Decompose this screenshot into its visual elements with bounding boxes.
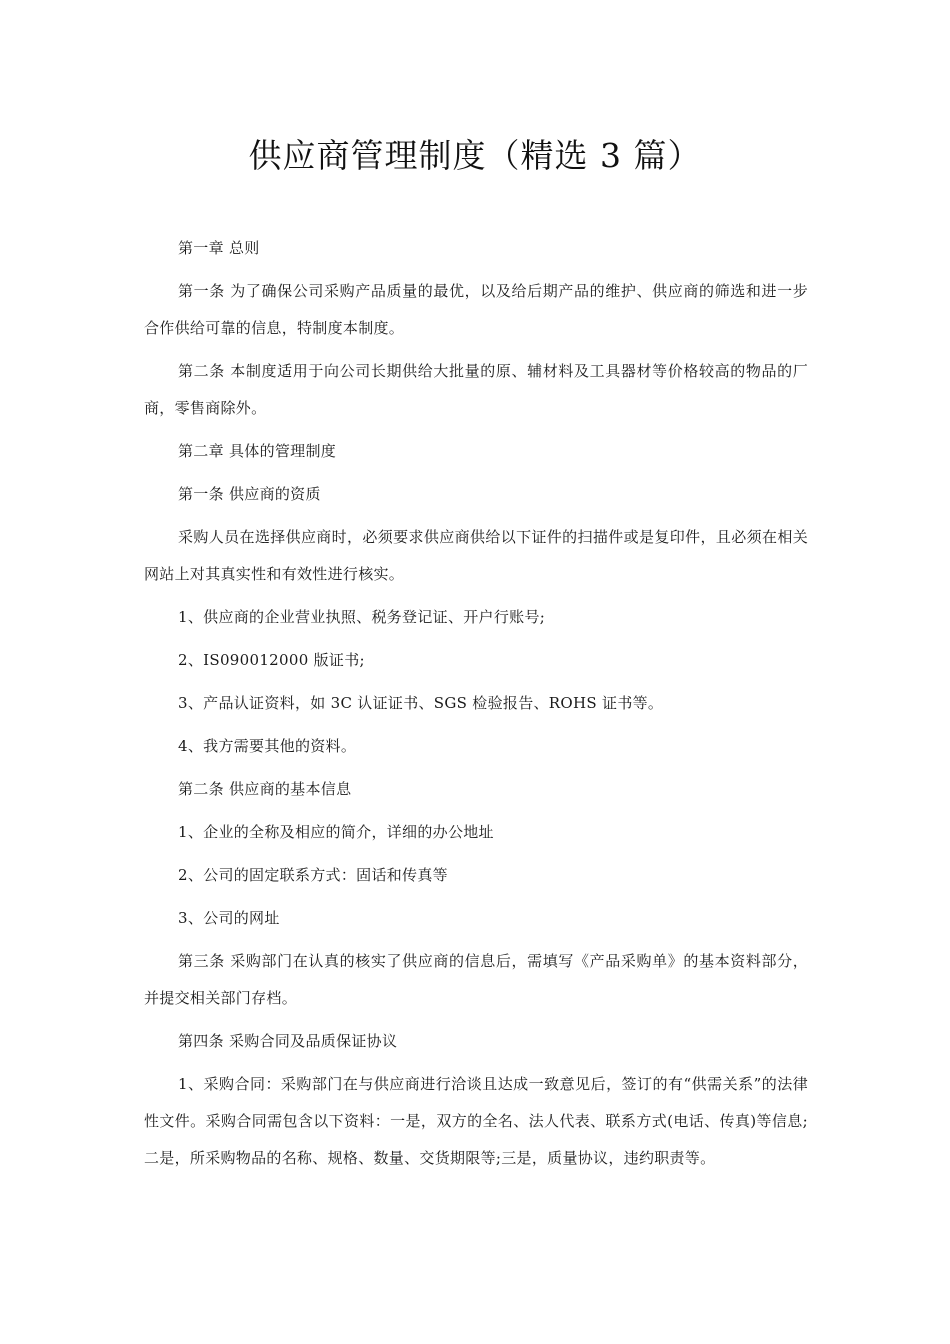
list-item: 1、企业的全称及相应的简介，详细的办公地址 — [178, 823, 494, 841]
list-item: 4、我方需要其他的资料。 — [178, 737, 357, 755]
document-body — [144, 230, 808, 1183]
list-item: 3、公司的网址 — [178, 909, 280, 927]
paragraph: 第二条 本制度适用于向公司长期供给大批量的原、辅材料及工具器材等价格较高的物品的厂商，零售商除外。 — [144, 362, 808, 417]
chapter-heading: 第二章 具体的管理制度 — [178, 442, 337, 460]
article-heading: 第一条 供应商的资质 — [178, 485, 321, 503]
list-item: 1、采购合同：采购部门在与供应商进行洽谈且达成一致意见后，签订的有“供需关系”的法律性文件。采购合同需包含以下资料：一是，双方的全名、法人代表、联系方式(电话、传真)等信息;二是，所采购物品的名称、规格、数量、交货期限等;三是，质量协议，违约职责等。 — [144, 1075, 808, 1167]
article-heading: 第二条 供应商的基本信息 — [178, 780, 352, 798]
list-item: 2、公司的固定联系方式：固话和传真等 — [178, 866, 448, 884]
list-item: 1、供应商的企业营业执照、税务登记证、开户行账号; — [178, 608, 546, 626]
article-heading: 第四条 采购合同及品质保证协议 — [178, 1032, 398, 1050]
list-item: 2、IS090012000 版证书; — [178, 651, 365, 669]
document-title: 供应商管理制度（精选 3 篇） — [248, 136, 702, 175]
paragraph: 采购人员在选择供应商时，必须要求供应商供给以下证件的扫描件或是复印件，且必须在相关网站上对其真实性和有效性进行核实。 — [144, 528, 808, 583]
chapter-heading: 第一章 总则 — [178, 239, 260, 257]
list-item: 3、产品认证资料，如 3C 认证证书、SGS 检验报告、ROHS 证书等。 — [178, 694, 664, 712]
paragraph: 第一条 为了确保公司采购产品质量的最优，以及给后期产品的维护、供应商的筛选和进一步合作供给可靠的信息，特制度本制度。 — [144, 282, 808, 337]
paragraph: 第三条 采购部门在认真的核实了供应商的信息后，需填写《产品采购单》的基本资料部分，并提交相关部门存档。 — [144, 952, 808, 1007]
